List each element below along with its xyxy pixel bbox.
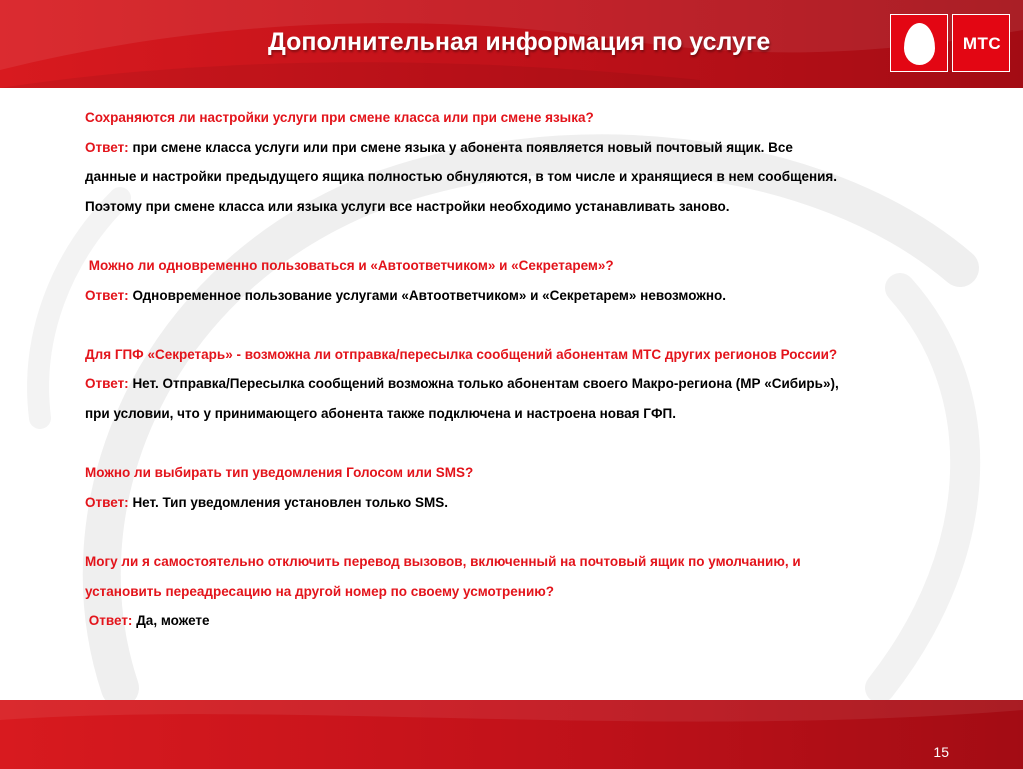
answer-text: Да, можете (136, 613, 210, 629)
faq-question: Могу ли я самостоятельно отключить перевод вызовов, включенный на почтовый ящик по умолчанию, и (85, 553, 801, 569)
footer-bar (0, 700, 1023, 769)
logo-wordmark: МТС (952, 14, 1010, 72)
faq-answer (85, 374, 1005, 404)
faq-question: Для ГПФ «Секретарь» - возможна ли отправка/пересылка сообщений абонентам МТС других регионов России? (85, 346, 838, 362)
faq-answer (85, 611, 1005, 641)
footer-swoosh-decoration (0, 700, 1023, 769)
faq-question: Можно ли выбирать тип уведомления Голосом или SMS? (85, 465, 474, 481)
faq-answer (85, 493, 1005, 523)
answer-text: при смене класса услуги или при смене языка у абонента появляется новый почтовый ящик. Все (132, 139, 793, 155)
answer-text: Поэтому при смене класса или языка услуги все настройки необходимо устанавливать заново. (85, 198, 730, 214)
faq-question: Сохраняются ли настройки услуги при смене класса или при смене языка? (85, 110, 594, 125)
answer-label: Ответ: (85, 287, 129, 303)
answer-text: Нет. Отправка/Пересылка сообщений возможна только абонентам своего Макро-региона (МР «Сибирь»), (132, 376, 839, 392)
answer-label: Ответ: (85, 139, 129, 155)
faq-question: Можно ли одновременно пользоваться и «Автоответчиком» и «Секретарем»? (85, 257, 614, 273)
answer-text: при условии, что у принимающего абонента также подключена и настроена новая ГФП. (85, 405, 676, 421)
page-number: 15 (933, 744, 949, 760)
faq-content (85, 108, 1005, 641)
answer-label: Ответ: (85, 613, 133, 629)
answer-text: Одновременное пользование услугами «Автоответчиком» и «Секретарем» невозможно. (132, 287, 726, 303)
mts-logo (890, 14, 1010, 72)
answer-text: данные и настройки предыдущего ящика полностью обнуляются, в том числе и хранящиеся в нем сообщения. (85, 169, 838, 185)
egg-logo-icon (890, 14, 948, 72)
answer-label: Ответ: (85, 494, 129, 510)
page-title: Дополнительная информация по услуге (268, 28, 771, 56)
faq-answer (85, 286, 1005, 316)
answer-label: Ответ: (85, 376, 129, 392)
faq-answer (85, 138, 1005, 168)
header-bar (0, 0, 1023, 88)
faq-question: установить переадресацию на другой номер по своему усмотрению? (85, 583, 555, 599)
answer-text: Нет. Тип уведомления установлен только SMS. (132, 494, 449, 510)
